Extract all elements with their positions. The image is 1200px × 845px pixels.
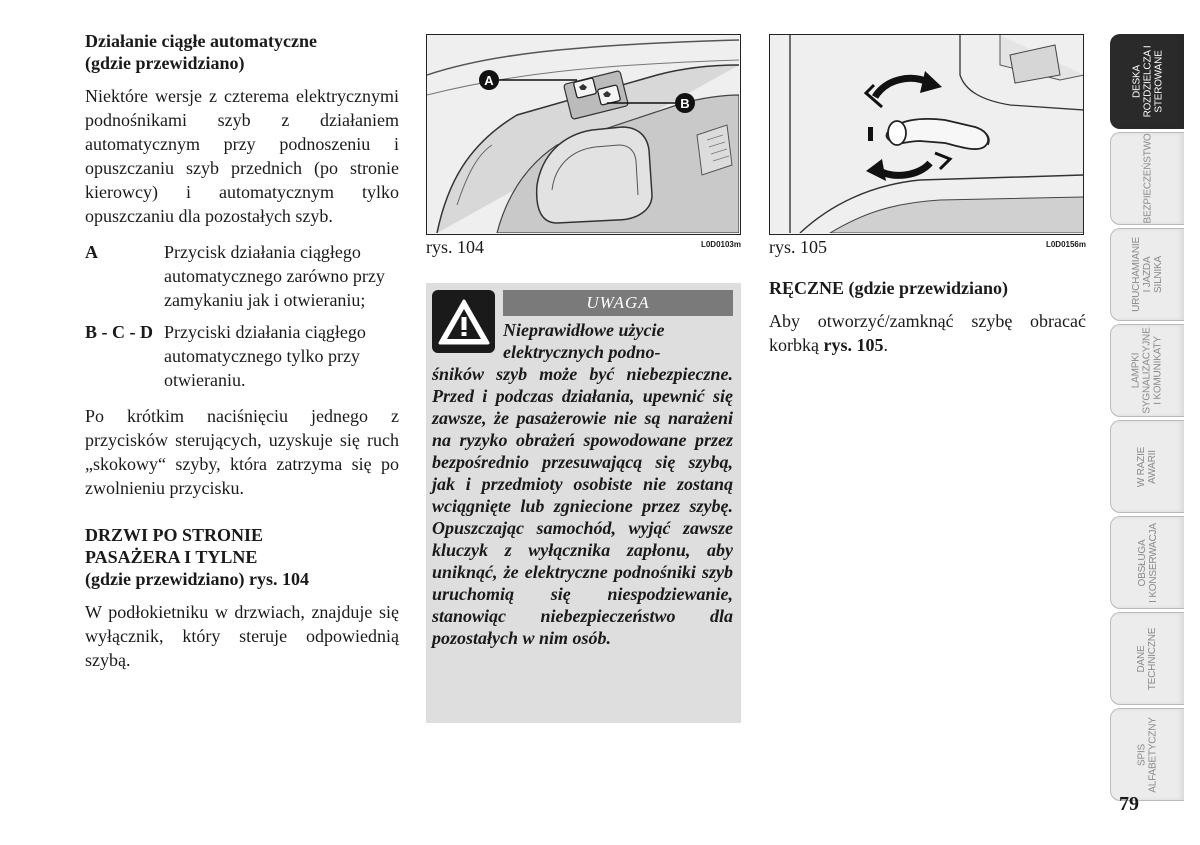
- definition-row: [85, 240, 399, 312]
- figure-caption: rys. 104: [426, 237, 484, 257]
- warning-header: [432, 290, 733, 363]
- tab-label: DANE TECHNICZNE: [1136, 627, 1159, 690]
- paragraph-armrest: W podłokietniku w drzwiach, znajduje się wyłącznik, który steruje odpowiednią szybą.: [85, 602, 399, 670]
- definition-desc: Przyciski działania ciągłego automatycznego tylko przy otwieraniu.: [164, 322, 366, 390]
- warning-triangle-icon: [432, 290, 495, 353]
- section-heading-manual: RĘCZNE (gdzie przewidziano): [769, 278, 1008, 298]
- figure-104-window-switches: [426, 34, 741, 235]
- paragraph-intro: Niektóre wersje z czterema elektrycznymi podnośnikami szyb z działaniem automatycznym przy podnoszeniu i opuszczaniu szyb przednich (po stronie kierowcy) i automatycznym tylko opuszczaniu dla pozostałych szyb.: [85, 86, 399, 226]
- tab-dashboard-controls[interactable]: [1110, 34, 1184, 129]
- tab-label: URUCHAMIANIE I JAZDA SILNIKA: [1131, 237, 1165, 312]
- definition-list: [85, 240, 399, 392]
- window-crank-illustration: [770, 35, 1084, 233]
- warning-title: UWAGA: [503, 290, 733, 316]
- manual-text-end: .: [883, 335, 888, 355]
- page-number: 79: [1119, 793, 1139, 815]
- tab-label: W RAZIE AWARII: [1136, 446, 1159, 487]
- warning-line: Nieprawidłowe użycie: [503, 320, 665, 340]
- heading-line: Działanie ciągłe automatyczne: [85, 31, 317, 51]
- figure-code: L0D0156m: [1045, 240, 1086, 249]
- paragraph-short-press: Po krótkim naciśnięciu jednego z przycisków sterujących, uzyskuje się ruch „skokowy“ szyby, która zatrzyma się po zwolnieniu przycisku.: [85, 406, 399, 498]
- figure-104-caption-row: [426, 237, 741, 263]
- tab-label: OBSŁUGA I KONSERWACJA: [1136, 522, 1159, 603]
- tab-label: BEZPIECZEŃSTWO: [1142, 133, 1154, 224]
- label-b: B: [680, 96, 690, 111]
- warning-box: [426, 283, 741, 723]
- middle-column: [426, 34, 741, 723]
- section-heading-automatic: [85, 30, 399, 74]
- tab-label: LAMPKI SYGNALIZACYJNE I KOMUNIKATY: [1131, 327, 1164, 414]
- paragraph-manual: [769, 309, 1086, 357]
- tab-safety[interactable]: [1110, 132, 1184, 225]
- left-column: [85, 30, 399, 684]
- figure-105-caption-row: [769, 237, 1086, 263]
- warning-text-first: [503, 319, 733, 363]
- section-heading-passenger-doors: [85, 524, 399, 590]
- door-armrest-illustration: [427, 35, 739, 233]
- tab-starting-driving[interactable]: [1110, 228, 1184, 321]
- definition-row: [85, 320, 399, 392]
- figure-code: L0D0103m: [700, 240, 741, 249]
- heading-line: (gdzie przewidziano): [85, 53, 245, 73]
- tab-maintenance[interactable]: [1110, 516, 1184, 609]
- definition-term: B - C - D: [85, 322, 153, 342]
- tab-warning-lights[interactable]: [1110, 324, 1184, 417]
- tab-emergency[interactable]: [1110, 420, 1184, 513]
- warning-line: elektrycznych podno-: [503, 342, 661, 362]
- tab-technical-data[interactable]: [1110, 612, 1184, 705]
- chapter-tabs: [1110, 34, 1184, 804]
- label-a: A: [484, 73, 494, 88]
- heading-line: DRZWI PO STRONIE: [85, 525, 264, 545]
- figure-caption: rys. 105: [769, 237, 827, 257]
- warning-title-wrap: [503, 290, 733, 363]
- warning-text: śników szyb może być niebezpieczne. Przed i podczas działania, upewnić się zawsze, że pasażerowie nie są narażeni na ryzyko obrażeń spowodowane przez bezpośrednio przesuwającą się szybą, jak i przedmioty osobiste nie zostaną wciągnięte lub zgniecione przez szybę. Opuszczając samochód, wyjąć zawsze kluczyk z wyłącznika zapłonu, aby uniknąć, że elektryczne podnośniki szyb uruchomią się niespodziewanie, stanowiąc niebezpieczeństwo dla pozostałych w nim osób.: [432, 364, 733, 648]
- heading-line: PASAŻERA I TYLNE: [85, 547, 258, 567]
- figure-105-window-crank: [769, 34, 1084, 235]
- right-column: [769, 34, 1086, 369]
- tab-index[interactable]: [1110, 708, 1184, 801]
- definition-desc: Przycisk działania ciągłego automatycznego zarówno przy zamykaniu jak i otwieraniu;: [164, 242, 385, 310]
- manual-text: Aby otworzyć/zamknąć szybę obracać korbką: [769, 311, 1086, 355]
- definition-term: A: [85, 242, 98, 262]
- tab-label: SPIS ALFABETYCZNY: [1136, 716, 1159, 793]
- tab-label: DESKA ROZDZIELCZA I STEROWANE: [1130, 45, 1164, 118]
- manual-figure-ref: rys. 105: [823, 335, 884, 355]
- heading-line: (gdzie przewidziano) rys. 104: [85, 569, 309, 589]
